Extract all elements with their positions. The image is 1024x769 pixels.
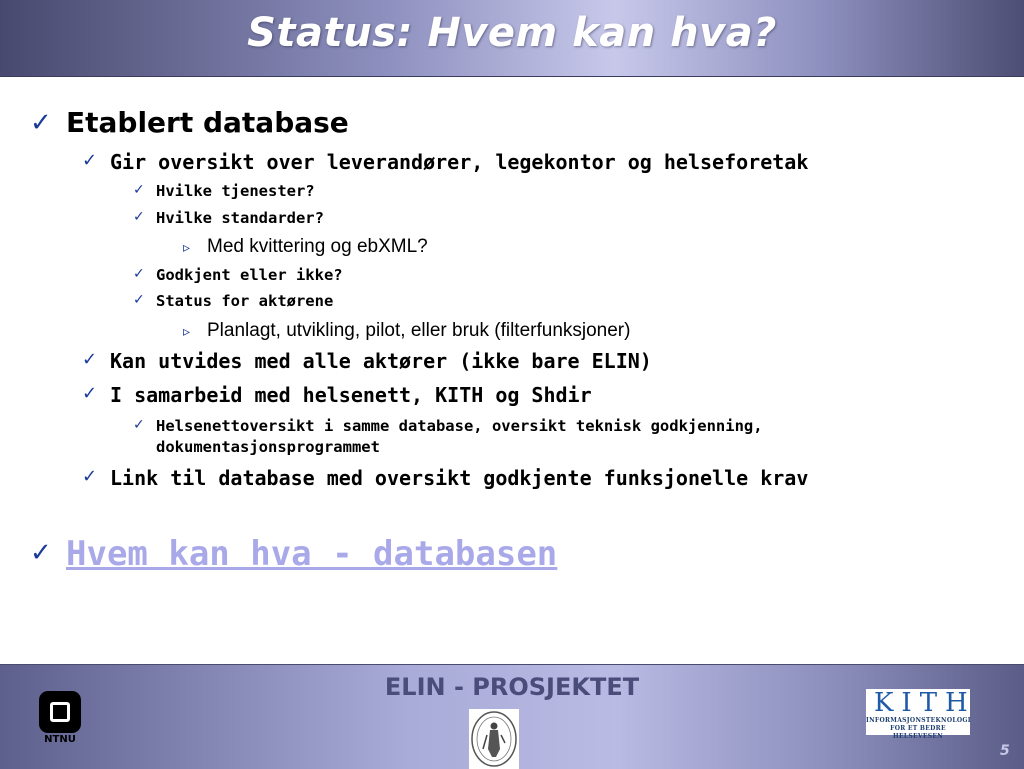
bullet-helsenettoversikt: Helsenettoversikt i samme database, oversikt teknisk godkjenning, [156, 417, 763, 435]
university-seal-icon [469, 709, 519, 769]
bullet-med-kvittering: Med kvittering og ebXML? [207, 236, 428, 257]
checkmark-icon: ✓ [133, 292, 145, 308]
checkmark-icon: ✓ [82, 466, 98, 487]
checkmark-icon: ✓ [82, 150, 98, 171]
checkmark-icon: ✓ [133, 182, 145, 198]
checkmark-icon: ✓ [82, 383, 98, 404]
triangle-bullet-icon: ▹ [183, 324, 191, 340]
bullet-i-samarbeid: I samarbeid med helsenett, KITH og Shdir [110, 383, 592, 407]
triangle-bullet-icon: ▹ [183, 240, 191, 256]
bullet-status-aktorene: Status for aktørene [156, 292, 334, 310]
bullet-link-til-database: Link til database med oversikt godkjente funksjonelle krav [110, 466, 809, 490]
checkmark-icon: ✓ [133, 209, 145, 225]
checkmark-icon: ✓ [133, 266, 145, 282]
footer-bar [0, 664, 1024, 769]
kith-tagline-1: INFORMASJONSTEKNOLOGI [866, 717, 971, 724]
checkmark-icon: ✓ [30, 538, 52, 568]
bullet-helsenettoversikt-line2: dokumentasjonsprogrammet [156, 438, 380, 456]
bullet-kan-utvides: Kan utvides med alle aktører (ikke bare ELIN) [110, 349, 652, 373]
bullet-hvilke-standarder: Hvilke standarder? [156, 209, 324, 227]
title-bar [0, 0, 1024, 77]
kith-logo-icon [866, 688, 976, 740]
checkmark-icon: ✓ [133, 417, 145, 433]
checkmark-icon: ✓ [30, 108, 52, 138]
ntnu-label: NTNU [44, 734, 76, 745]
bullet-godkjent: Godkjent eller ikke? [156, 266, 343, 284]
bullet-planlagt: Planlagt, utvikling, pilot, eller bruk (filterfunksjoner) [207, 320, 631, 341]
kith-logo-name: KITH [874, 688, 976, 718]
ntnu-logo-icon [36, 691, 84, 749]
kith-tagline-2: FOR ET BEDRE HELSEVESEN [890, 725, 946, 740]
page-number: 5 [1000, 743, 1010, 759]
bullet-hvilke-tjenester: Hvilke tjenester? [156, 182, 315, 200]
ntnu-logo-mark [39, 691, 81, 733]
bullet-etablert-database: Etablert database [66, 106, 349, 139]
bullet-gir-oversikt: Gir oversikt over leverandører, legekontor og helseforetak [110, 150, 809, 174]
footer-title: ELIN - PROSJEKTET [384, 673, 640, 701]
slide-title: Status: Hvem kan hva? [247, 10, 777, 56]
hvem-kan-hva-link[interactable]: Hvem kan hva - databasen [66, 534, 558, 574]
checkmark-icon: ✓ [82, 349, 98, 370]
